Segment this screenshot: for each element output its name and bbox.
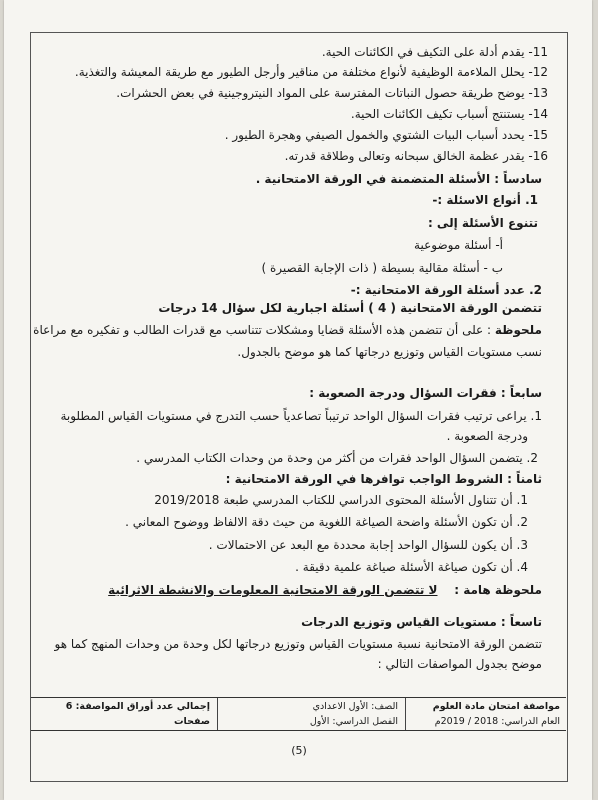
objective-12: 12- يحلل الملاءمة الوظيفية لأنواع مختلفة من مناقير وأرجل الطيور مع طريقة المعيشة والتغذية. <box>74 65 548 79</box>
footer-year: العام الدراسي: 2018 / 2019م <box>434 716 560 727</box>
section9-line-2: موضح بجدول المواصفات التالي : <box>377 657 542 671</box>
note-line-1 <box>33 322 542 338</box>
note-label: ملحوظة <box>494 323 542 337</box>
section9-line-1: تتضمن الورقة الامتحانية نسبة مستويات القياس وتوزيع درجاتها لكل وحدة من وحدات المنهج كما هو <box>54 637 542 651</box>
important-note <box>108 582 542 598</box>
footer-divider <box>405 698 406 730</box>
page-number: (5) <box>291 744 307 757</box>
note-text: : على أن تتضمن هذه الأسئلة قضايا ومشكلات تتناسب مع قدرات الطالب و تفكيره مع مراعاة <box>33 323 492 337</box>
objective-15: 15- يحدد أسباب البيات الشتوي والخمول الصيفي وهجرة الطيور . <box>224 128 548 142</box>
footer-spec-cell <box>433 699 560 731</box>
section6-heading: سادساً : الأسئلة المتضمنة في الورقة الامتحانية . <box>255 172 542 186</box>
condition-3: 3. أن يكون للسؤال الواحد إجابة محددة مع البعد عن الاحتمالات . <box>208 538 528 552</box>
objective-11: 11- يقدم أدلة على التكيف في الكائنات الحية. <box>321 45 548 59</box>
condition-4: 4. أن تكون صياغة الأسئلة صياغة علمية دقيقة . <box>295 560 528 574</box>
footer-divider <box>217 698 218 730</box>
footer-grade-cell <box>310 699 398 731</box>
footer-spec: مواصفة امتحان مادة العلوم <box>432 701 560 712</box>
section7-item1-line1: 1. يراعى ترتيب فقرات السؤال الواحد ترتيباً تصاعدياً حسب التدرج في مستويات القياس المطلوبة <box>60 409 542 423</box>
note-line-2: نسب مستويات القياس وتوزيع درجاتها كما هو موضح بالجدول. <box>237 345 542 359</box>
footer-total: إجمالي عدد أوراق المواصفة: 6 صفحات <box>65 701 210 727</box>
section9-heading: تاسعاً : مستويات القياس وتوزيع الدرجات <box>301 615 542 629</box>
question-count-heading: 2. عدد أسئلة الورقة الامتحانية :- <box>350 283 542 297</box>
section7-item1-line2: ودرجة الصعوبة . <box>446 429 528 443</box>
footer-grade: الصف: الأول الاعدادي <box>312 701 398 712</box>
question-type-b: ب - أسئلة مقالية بسيطة ( ذات الإجابة القصيرة ) <box>261 261 503 275</box>
questions-diversify: تتنوع الأسئلة إلى : <box>427 216 538 230</box>
question-types-heading: 1. أنواع الاسئلة :- <box>432 193 538 207</box>
footer-total-cell <box>31 699 210 731</box>
section7-item2: 2. يتضمن السؤال الواحد فقرات من أكثر من وحدة من وحدات الكتاب المدرسي . <box>136 451 538 465</box>
objective-13: 13- يوضح طريقة حصول النباتات المفترسة على المواد النيتروجينية في بعض الحشرات. <box>116 86 548 100</box>
important-note-text: لا تتضمن الورقة الامتحانية المعلومات والانشطة الاثرائية <box>108 583 438 597</box>
objective-16: 16- يقدر عظمة الخالق سبحانه وتعالى وطلاقة قدرته. <box>284 149 548 163</box>
section7-heading: سابعاً : فقرات السؤال ودرجة الصعوبة : <box>309 386 542 400</box>
objective-14: 14- يستنتج أسباب تكيف الكائنات الحية. <box>350 107 548 121</box>
footer-term: الفصل الدراسي: الأول <box>309 716 398 727</box>
questions-contained: تتضمن الورقة الامتحانية ( 4 ) أسئلة اجبارية لكل سؤال 14 درجات <box>158 301 542 315</box>
important-note-label: ملحوظة هامة : <box>454 583 542 597</box>
spec-footer <box>31 697 566 731</box>
condition-1: 1. أن تتناول الأسئلة المحتوى الدراسي للكتاب المدرسي طبعة 2019/2018 <box>154 493 528 507</box>
section8-heading: ثامناً : الشروط الواجب توافرها في الورقة الامتحانية : <box>225 472 542 486</box>
condition-2: 2. أن تكون الأسئلة واضحة الصياغة اللغوية من حيث دقة الالفاظ ووضوح المعاني . <box>125 515 528 529</box>
question-type-a: أ- أسئلة موضوعية <box>414 238 503 252</box>
